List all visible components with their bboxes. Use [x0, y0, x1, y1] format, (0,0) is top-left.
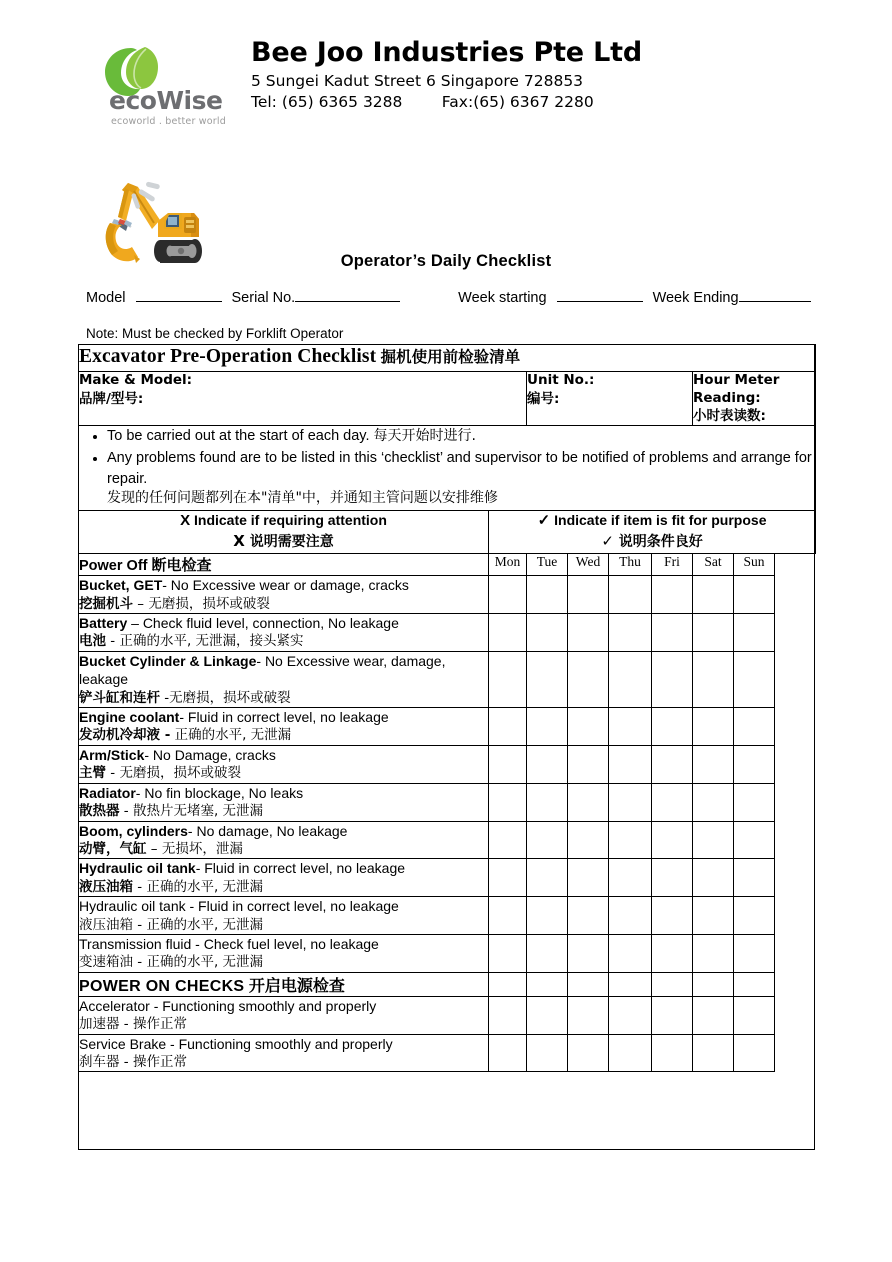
day-header-fri: Fri [652, 554, 693, 576]
check-cell-sat[interactable] [693, 613, 734, 651]
instruction-2-en: Any problems found are to be listed in this ‘checklist’ and supervisor to be notified of problems and arrange for repair. [107, 450, 812, 487]
checklist-item-description [79, 897, 489, 935]
item-text-cn: 动臂，气缸 – 无损坏，泄漏 [79, 840, 243, 857]
make-model-cell[interactable] [79, 372, 527, 426]
power-on-label-cn: 开启电源检查 [248, 975, 345, 995]
week-starting-label: Week starting [458, 290, 547, 306]
instruction-1-en: To be carried out at the start of each day. [107, 428, 370, 445]
checklist-item-row [79, 708, 816, 746]
check-cell[interactable] [527, 972, 568, 996]
legend-row [79, 511, 816, 554]
item-text-en: Transmission fluid - Check fuel level, no leakage [79, 935, 379, 952]
check-cell-fri[interactable] [652, 934, 693, 972]
checklist-item-description [79, 1034, 489, 1072]
check-cell-thu[interactable] [609, 613, 652, 651]
checklist-item-description [79, 783, 489, 821]
check-cell-fri[interactable] [652, 613, 693, 651]
checklist-item-description [79, 859, 489, 897]
item-text-en: Battery – Check fluid level, connection, No leakage [79, 614, 399, 631]
legend-fit-cn [489, 531, 815, 553]
check-cell-wed[interactable] [568, 613, 609, 651]
check-cell-sat[interactable] [693, 651, 734, 707]
item-text-en: Arm/Stick- No Damage, cracks [79, 746, 276, 763]
instructions-cell [79, 426, 816, 511]
checklist-item-description [79, 576, 489, 614]
check-cell-thu[interactable] [609, 859, 652, 897]
day-header-tue: Tue [527, 554, 568, 576]
check-cell-fri[interactable] [652, 996, 693, 1034]
check-cell-tue[interactable] [527, 1034, 568, 1072]
check-cell-fri[interactable] [652, 708, 693, 746]
item-name-en: Hydraulic oil tank [79, 860, 196, 877]
instruction-1-cn: 每天开始时进行. [373, 428, 476, 445]
section-power-on-header [79, 972, 489, 996]
check-cell-tue[interactable] [527, 576, 568, 614]
item-name-cn: 发动机冷却液 - [79, 727, 171, 744]
check-cell-sat[interactable] [693, 934, 734, 972]
item-text-cn: 加速器 - 操作正常 [79, 1016, 187, 1033]
day-header-sat: Sat [693, 554, 734, 576]
day-header-mon: Mon [489, 554, 527, 576]
item-name-en: Bucket Cylinder & Linkage [79, 652, 257, 669]
item-text-en: Hydraulic oil tank- Fluid in correct level, no leakage [79, 860, 406, 877]
equipment-info-row [79, 372, 816, 426]
check-cell-tue[interactable] [527, 996, 568, 1034]
item-name-cn: 挖掘机斗 [79, 595, 133, 612]
item-text-en: Bucket Cylinder & Linkage- No Excessive wear, damage, leakage [79, 652, 446, 688]
check-cell-mon[interactable] [489, 1034, 527, 1072]
checklist-item-row [79, 897, 816, 935]
item-name-cn: 散热器 [79, 803, 120, 820]
check-cell-mon[interactable] [489, 783, 527, 821]
serial-label: Serial No. [231, 290, 296, 306]
check-mark-icon: ✓ [537, 512, 551, 530]
item-name-cn: 电池 [79, 633, 106, 650]
item-name-en: Boom, cylinders [79, 822, 188, 839]
make-model-label-en: Make & Model: [79, 372, 193, 388]
item-text-cn: 发动机冷却液 - 正确的水平, 无泄漏 [79, 727, 292, 744]
unit-no-label-cn: 编号: [527, 390, 560, 407]
checklist-item-row [79, 613, 816, 651]
check-cell-sun[interactable] [734, 783, 775, 821]
check-cell-fri[interactable] [652, 745, 693, 783]
check-cell[interactable] [734, 972, 775, 996]
check-cell-sun[interactable] [734, 745, 775, 783]
item-text-cn: 电池 - 正确的水平, 无泄漏，接头紧实 [79, 633, 304, 650]
power-on-header-row [79, 972, 816, 996]
table-banner-row [79, 345, 816, 372]
week-starting-input[interactable] [557, 301, 643, 302]
check-cell-sun[interactable] [734, 651, 775, 707]
item-text-en: Hydraulic oil tank - Fluid in correct level, no leakage [79, 898, 399, 915]
banner-title-en: Excavator Pre-Operation Checklist [79, 346, 377, 367]
checklist-item-description [79, 996, 489, 1034]
check-cell-sun[interactable] [734, 996, 775, 1034]
check-cell-sat[interactable] [693, 745, 734, 783]
check-cell-mon[interactable] [489, 897, 527, 935]
check-cell-sat[interactable] [693, 576, 734, 614]
check-cell-fri[interactable] [652, 821, 693, 859]
checklist-item-description [79, 934, 489, 972]
check-cell-thu[interactable] [609, 1034, 652, 1072]
check-cell-wed[interactable] [568, 745, 609, 783]
check-cell-thu[interactable] [609, 745, 652, 783]
check-cell-mon[interactable] [489, 934, 527, 972]
check-cell-mon[interactable] [489, 576, 527, 614]
day-header-wed: Wed [568, 554, 609, 576]
item-name-en: Radiator [79, 784, 136, 801]
check-cell-mon[interactable] [489, 613, 527, 651]
check-cell-thu[interactable] [609, 934, 652, 972]
logo-wordmark: ecoWise [109, 86, 223, 115]
power-off-header-row [79, 554, 816, 576]
section-power-off-header [79, 554, 489, 576]
check-cell-thu[interactable] [609, 897, 652, 935]
check-cell-wed[interactable] [568, 651, 609, 707]
check-cell-wed[interactable] [568, 859, 609, 897]
check-cell-wed[interactable] [568, 576, 609, 614]
unit-no-cell[interactable] [527, 372, 693, 426]
instruction-item-1 [107, 426, 815, 447]
check-cell-wed[interactable] [568, 783, 609, 821]
check-cell-tue[interactable] [527, 783, 568, 821]
checklist-item-row [79, 783, 816, 821]
check-cell-fri[interactable] [652, 576, 693, 614]
check-cell-mon[interactable] [489, 996, 527, 1034]
check-cell[interactable] [489, 972, 527, 996]
header-fields-row [86, 290, 846, 306]
check-cell-thu[interactable] [609, 996, 652, 1034]
checklist-item-description [79, 613, 489, 651]
unit-no-label-en: Unit No.: [527, 372, 595, 388]
check-cell-sun[interactable] [734, 613, 775, 651]
check-cell-tue[interactable] [527, 708, 568, 746]
check-cell-mon[interactable] [489, 821, 527, 859]
day-header-sun: Sun [734, 554, 775, 576]
checklist-item-row [79, 576, 816, 614]
item-name-cn: 液压油箱 [79, 878, 133, 895]
check-cell-sat[interactable] [693, 897, 734, 935]
check-cell-fri[interactable] [652, 783, 693, 821]
checklist-item-row [79, 996, 816, 1034]
check-cell-sun[interactable] [734, 897, 775, 935]
check-cell-thu[interactable] [609, 708, 652, 746]
check-cell-wed[interactable] [568, 897, 609, 935]
check-cell[interactable] [609, 972, 652, 996]
item-text-cn: 挖掘机斗 – 无磨损，损坏或破裂 [79, 595, 270, 612]
check-cell-wed[interactable] [568, 996, 609, 1034]
check-cell-mon[interactable] [489, 651, 527, 707]
check-mark-icon-cn: ✓ [601, 532, 614, 551]
item-name-cn: 动臂，气缸 [79, 840, 147, 857]
check-cell-sat[interactable] [693, 1034, 734, 1072]
check-cell-thu[interactable] [609, 651, 652, 707]
checklist-item-row [79, 934, 816, 972]
legend-fit-text: Indicate if item is fit for purpose [554, 512, 767, 529]
check-cell-thu[interactable] [609, 576, 652, 614]
power-on-rows [79, 996, 816, 1072]
hour-meter-label-en: Hour Meter Reading: [693, 372, 780, 406]
check-cell-sat[interactable] [693, 821, 734, 859]
week-ending-label: Week Ending [652, 290, 739, 306]
model-input[interactable] [136, 301, 222, 302]
item-text-cn: 液压油箱 - 正确的水平, 无泄漏 [79, 878, 264, 895]
operator-note: Note: Must be checked by Forklift Operator [86, 326, 344, 341]
checklist-item-row [79, 651, 816, 707]
check-cell-sun[interactable] [734, 1034, 775, 1072]
item-text-cn: 变速箱油 - 正确的水平, 无泄漏 [79, 954, 264, 971]
check-cell-fri[interactable] [652, 651, 693, 707]
page-title: Operator’s Daily Checklist [340, 252, 552, 270]
item-name-en: Engine coolant [79, 709, 180, 726]
check-cell-wed[interactable] [568, 821, 609, 859]
legend-attention-cn [79, 531, 488, 553]
item-text-en: Radiator- No fin blockage, No leaks [79, 784, 304, 801]
check-cell-mon[interactable] [489, 708, 527, 746]
item-name-en: Battery [79, 614, 128, 631]
check-cell-sun[interactable] [734, 708, 775, 746]
check-cell-thu[interactable] [609, 783, 652, 821]
legend-attention-text-cn: 说明需要注意 [249, 534, 334, 551]
item-text-cn: 散热器 - 散热片无堵塞, 无泄漏 [79, 803, 264, 820]
legend-fit-cell [489, 511, 816, 554]
checklist-item-row [79, 1034, 816, 1072]
item-text-cn: 主臂 - 无磨损，损坏或破裂 [79, 765, 241, 782]
check-cell-sun[interactable] [734, 934, 775, 972]
item-text-en: Boom, cylinders- No damage, No leakage [79, 822, 348, 839]
check-cell-fri[interactable] [652, 1034, 693, 1072]
check-cell[interactable] [652, 972, 693, 996]
checklist-item-description [79, 745, 489, 783]
item-name-en: Arm/Stick [79, 746, 145, 763]
logo-tagline: ecoworld . better world [111, 116, 226, 127]
check-cell-tue[interactable] [527, 821, 568, 859]
instruction-2-cn: 发现的任何问题都列在本"清单"中，并通知主管问题以安排维修 [107, 490, 498, 507]
company-contact: Tel: (65) 6365 3288 Fax:(65) 6367 2280 [251, 93, 594, 112]
check-cell-sat[interactable] [693, 783, 734, 821]
item-text-cn: 铲斗缸和连杆 -无磨损，损坏或破裂 [79, 689, 291, 706]
check-cell-wed[interactable] [568, 708, 609, 746]
instructions-row [79, 426, 816, 511]
x-mark-icon: X [180, 512, 191, 530]
check-cell-thu[interactable] [609, 821, 652, 859]
hour-meter-cell[interactable] [693, 372, 816, 426]
letterhead [95, 38, 795, 127]
check-cell-sat[interactable] [693, 708, 734, 746]
legend-fit-text-cn: 说明条件良好 [618, 534, 703, 551]
check-cell-tue[interactable] [527, 613, 568, 651]
checklist-item-row [79, 859, 816, 897]
x-mark-icon-cn: X [233, 532, 245, 551]
company-logo [95, 38, 245, 127]
checklist-table [78, 344, 816, 1072]
instructions-list [79, 426, 815, 509]
item-text-cn: 刹车器 - 操作正常 [79, 1054, 187, 1071]
check-cell-tue[interactable] [527, 934, 568, 972]
checklist-item-row [79, 745, 816, 783]
item-name-cn: 主臂 [79, 765, 106, 782]
check-cell-sun[interactable] [734, 859, 775, 897]
legend-attention-en [79, 511, 488, 531]
model-label: Model [86, 290, 126, 306]
item-text-en: Bucket, GET- No Excessive wear or damage, cracks [79, 577, 409, 594]
checklist-item-description [79, 821, 489, 859]
check-cell-wed[interactable] [568, 1034, 609, 1072]
make-model-label-cn: 品牌/型号: [79, 390, 144, 407]
power-off-label-en: Power Off [79, 558, 148, 575]
check-cell-tue[interactable] [527, 897, 568, 935]
day-header-thu: Thu [609, 554, 652, 576]
hour-meter-label-cn: 小时表读数: [693, 408, 766, 425]
banner-title-cn: 掘机使用前检验清单 [380, 348, 521, 366]
power-off-label-cn: 断电检查 [151, 556, 212, 575]
item-text-en: Accelerator - Functioning smoothly and properly [79, 997, 377, 1014]
check-cell-fri[interactable] [652, 897, 693, 935]
check-cell-tue[interactable] [527, 651, 568, 707]
check-cell-tue[interactable] [527, 859, 568, 897]
check-cell-sun[interactable] [734, 576, 775, 614]
legend-attention-cell [79, 511, 489, 554]
instruction-item-2 [107, 448, 815, 509]
legend-fit-en [489, 511, 815, 531]
item-text-cn: 液压油箱 - 正确的水平, 无泄漏 [79, 916, 264, 933]
serial-input[interactable] [295, 301, 400, 302]
item-name-en: Bucket, GET [79, 577, 163, 594]
company-address: 5 Sungei Kadut Street 6 Singapore 728853 [251, 72, 584, 91]
check-cell[interactable] [568, 972, 609, 996]
check-cell[interactable] [693, 972, 734, 996]
company-details [245, 38, 795, 113]
checklist-item-description [79, 708, 489, 746]
check-cell-mon[interactable] [489, 745, 527, 783]
check-cell-sun[interactable] [734, 821, 775, 859]
power-on-label-en: POWER ON CHECKS [79, 977, 245, 995]
power-off-rows [79, 576, 816, 973]
legend-attention-text: Indicate if requiring attention [194, 512, 387, 529]
check-cell-sat[interactable] [693, 859, 734, 897]
week-ending-input[interactable] [739, 301, 811, 302]
check-cell-tue[interactable] [527, 745, 568, 783]
checklist-item-row [79, 821, 816, 859]
item-text-en: Engine coolant- Fluid in correct level, no leakage [79, 709, 389, 726]
check-cell-mon[interactable] [489, 859, 527, 897]
company-name: Bee Joo Industries Pte Ltd [251, 37, 642, 68]
checklist-item-description [79, 651, 489, 707]
check-cell-wed[interactable] [568, 934, 609, 972]
item-text-en: Service Brake - Functioning smoothly and properly [79, 1035, 393, 1052]
check-cell-fri[interactable] [652, 859, 693, 897]
item-name-cn: 铲斗缸和连杆 [79, 689, 160, 706]
check-cell-sat[interactable] [693, 996, 734, 1034]
